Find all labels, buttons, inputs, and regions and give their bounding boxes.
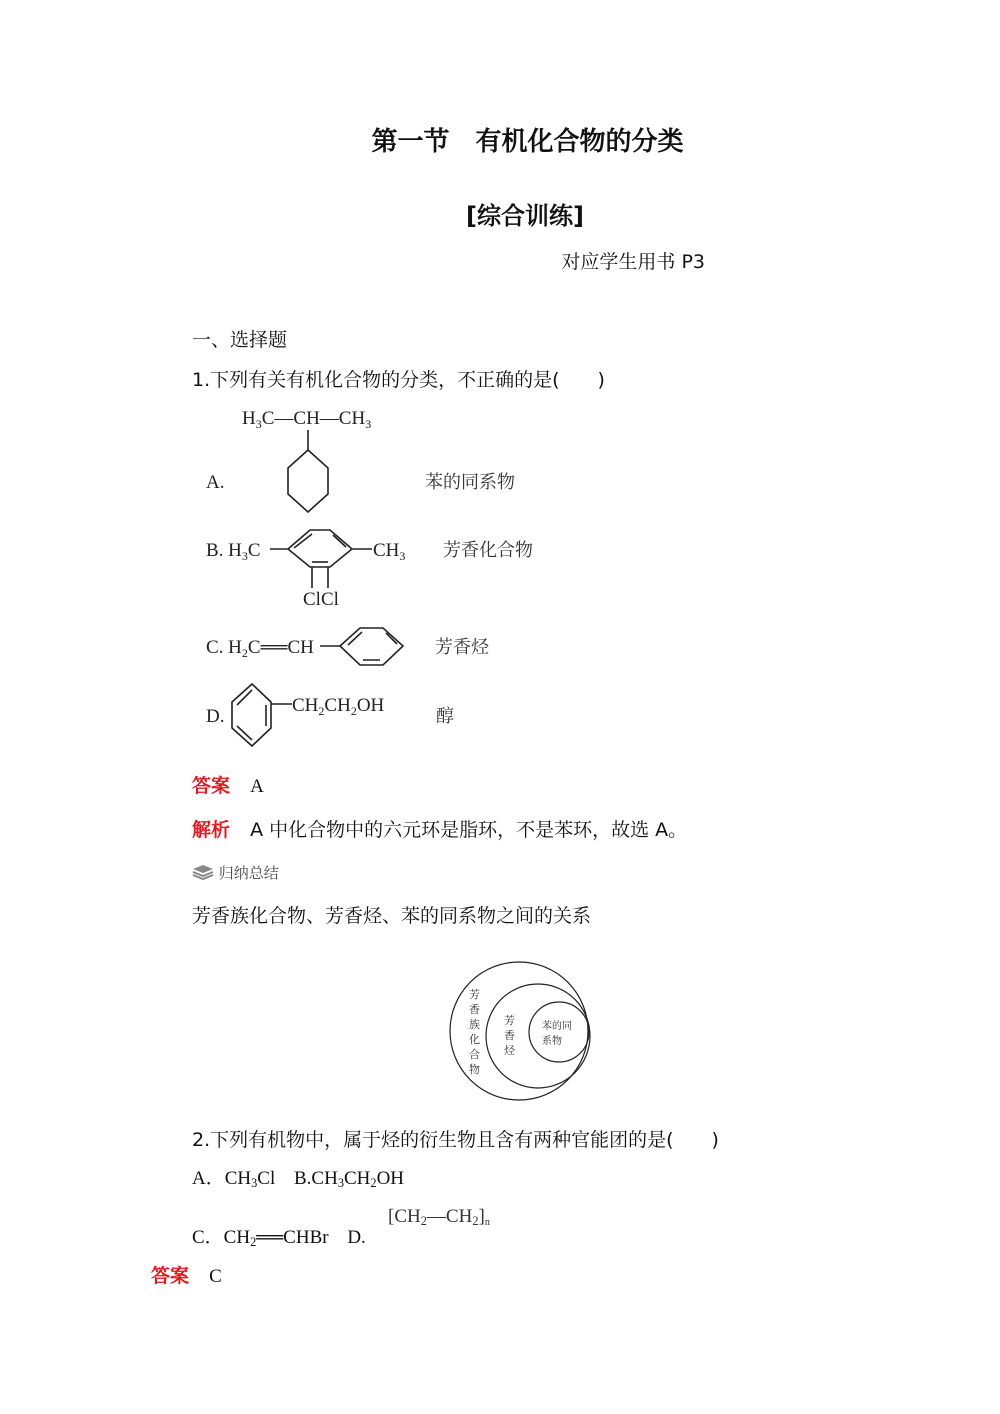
svg-text:芳: 芳 <box>504 1014 515 1027</box>
answer-value: C <box>209 1266 222 1287</box>
question-1-stem: 1.下列有关有机化合物的分类，不正确的是( ) <box>192 369 605 391</box>
svg-text:族: 族 <box>469 1018 480 1031</box>
question-2-options-cd <box>192 1222 366 1250</box>
layers-icon <box>192 863 214 881</box>
option-a: A．$CH_3Cl$ <box>192 1168 276 1190</box>
question-2-stem: 2.下列有机物中，属于烃的衍生物且含有两种官能团的是( ) <box>192 1129 719 1151</box>
option-a-formula: $H_3C—CH—CH_3$ <box>242 408 372 431</box>
option-c: C．$CH_2══CHBr$ <box>192 1227 329 1249</box>
analysis-label: 解析 <box>192 819 231 841</box>
page-title: 第一节 有机化合物的分类 <box>371 127 684 157</box>
option-b-left: B. $H_3C$ <box>206 540 261 563</box>
option-d-formula: $CH_2CH_2OH$ <box>292 695 385 718</box>
option-d-label: D. <box>206 706 225 727</box>
svg-text:香: 香 <box>469 1003 480 1016</box>
option-b: $B.CH_3CH_2OH$ <box>294 1168 405 1190</box>
analysis-text: A 中化合物中的六元环是脂环，不是苯环，故选 A。 <box>250 819 688 841</box>
svg-text:化: 化 <box>469 1033 480 1046</box>
option-a-category: 苯的同系物 <box>425 472 515 493</box>
option-b-category: 芳香化合物 <box>443 540 533 561</box>
option-b-right: $CH_3$ <box>373 540 406 563</box>
option-c-category: 芳香烃 <box>435 637 489 658</box>
answer-label: 答案 <box>192 775 231 797</box>
answer-1 <box>192 771 264 798</box>
summary-label: 归纳总结 <box>218 864 279 882</box>
benzene-ring <box>232 684 271 746</box>
relationship-diagram <box>450 962 590 1100</box>
analysis-1 <box>192 815 687 842</box>
answer-2 <box>151 1261 222 1288</box>
svg-text:香: 香 <box>504 1029 515 1042</box>
section-subtitle: [综合训练] <box>466 202 584 230</box>
svg-text:芳: 芳 <box>469 988 480 1001</box>
option-d-category: 醇 <box>436 706 454 727</box>
option-d: D. <box>347 1227 366 1248</box>
svg-text:物: 物 <box>469 1063 480 1076</box>
svg-text:苯的同: 苯的同 <box>542 1021 572 1032</box>
polyethylene-formula: $[CH_2—CH_2]_n$ <box>388 1206 490 1228</box>
svg-text:系物: 系物 <box>542 1036 562 1047</box>
option-b-bottom: ClCl <box>303 589 339 610</box>
option-a-label: A. <box>206 472 225 493</box>
svg-text:烃: 烃 <box>504 1044 515 1057</box>
cyclohexane-ring <box>288 450 328 512</box>
svg-text:合: 合 <box>469 1048 480 1061</box>
section-heading: 一、选择题 <box>192 329 288 351</box>
answer-label: 答案 <box>151 1265 190 1287</box>
answer-value: A <box>250 776 264 797</box>
book-reference: 对应学生用书 P3 <box>561 251 705 273</box>
summary-heading: 芳香族化合物、芳香烃、苯的同系物之间的关系 <box>192 905 592 927</box>
option-c-formula: C. $H_2C══CH$ <box>206 637 314 660</box>
summary-tag <box>192 862 279 883</box>
question-2-options-ab <box>192 1163 404 1191</box>
